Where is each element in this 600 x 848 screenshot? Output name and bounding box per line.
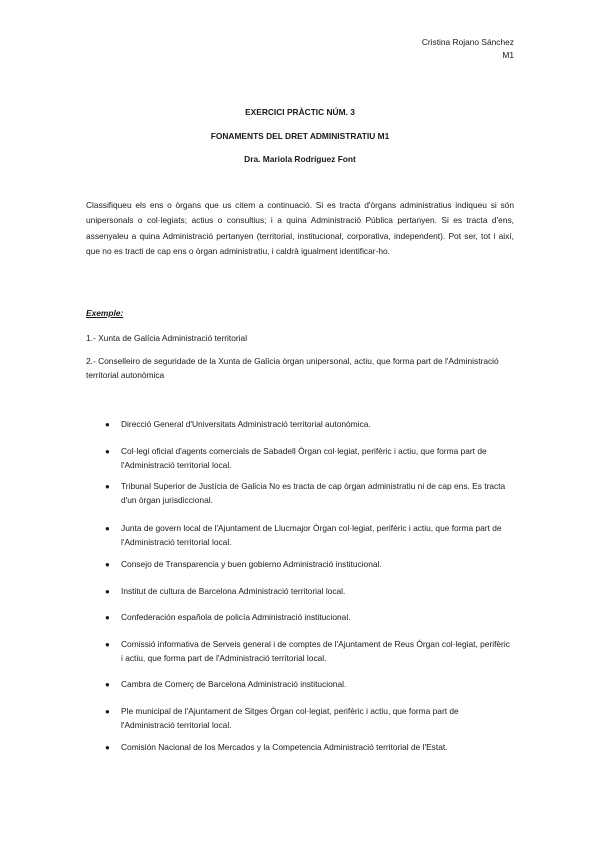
example-line-1: 1.- Xunta de Galícia Administració territorial	[86, 333, 248, 343]
list-item-text: Tribunal Superior de Justícia de Galicia No es tracta de cap òrgan administratiu ni de cap ens. Es tracta d'un òrgan jurisdiccional.	[121, 481, 506, 505]
list-item-text: Cambra de Comerç de Barcelona Administració institucional.	[121, 679, 347, 689]
bullet-icon: ●	[105, 743, 110, 752]
bullet-icon: ●	[105, 613, 110, 622]
list-item-text: Col·legi oficial d'agents comercials de Sabadell Òrgan col·legiat, perifèric i actiu, que forma part de l'Administració territorial local.	[121, 446, 487, 470]
page-header	[422, 36, 514, 62]
list-item-text: Confederación española de policía Administració institucional.	[121, 612, 351, 622]
list-item-text: Direcció General d'Universitats Administració territorial autonòmica.	[121, 419, 371, 429]
bullet-icon: ●	[105, 560, 110, 569]
bullet-icon: ●	[105, 707, 110, 716]
bullet-icon: ●	[105, 640, 110, 649]
module-code: M1	[502, 50, 514, 60]
bullet-icon: ●	[105, 447, 110, 456]
example-label: Exemple:	[86, 308, 124, 318]
title-block	[86, 107, 514, 178]
list-item-text: Consejo de Transparencia y buen gobierno Administració institucional.	[121, 559, 382, 569]
bullet-icon: ●	[105, 680, 110, 689]
subject-title: FONAMENTS DEL DRET ADMINISTRATIU M1	[210, 130, 390, 141]
bullet-icon: ●	[105, 482, 110, 491]
list-item-text: Comisión Nacional de los Mercados y la Competencia Administració territorial de l'Estat.	[121, 742, 448, 752]
list-item-text: Ple municipal de l'Ajuntament de Sitges Òrgan col·legiat, perifèric i actiu, que forma part de l'Administració territorial local.	[121, 706, 459, 730]
author-name: Cristina Rojano Sánchez	[421, 37, 514, 47]
list-item-text: Junta de govern local de l'Ajuntament de Llucmajor Òrgan col·legiat, perifèric i actiu, que forma part de l'Administració territorial local.	[121, 523, 502, 547]
example-line-2: 2.- Conselleiro de seguridade de la Xunta de Galícia òrgan unipersonal, actiu, que forma part de l'Administració territorial autonòmica	[86, 356, 499, 380]
professor-name: Dra. Mariola Rodríguez Font	[244, 154, 356, 164]
list-item-text: Institut de cultura de Barcelona Administració territorial local.	[121, 586, 346, 596]
bullet-icon: ●	[105, 587, 110, 596]
intro-paragraph: Classifiqueu els ens o òrgans que us citem a continuació. Si es tracta d'òrgans administratius indiqueu si són unipersonals o col·legiats; actius o consultius; i a quina Administració Pública pertanyen. Si es tracta d'ens, assenyaleu a quina Administració pertanyen (territorial, institucional, corporativa, independent). Pot ser, tot i així, que no es tracti de cap ens o òrgan administratiu, i caldrà igualment identificar-ho.	[86, 200, 514, 256]
list-item-text: Comissió informativa de Serveis general i de comptes de l'Ajuntament de Reus Òrgan col·legiat, perifèric i actiu, que forma part de l'Administració territorial local.	[121, 639, 510, 663]
bullet-icon: ●	[105, 420, 110, 429]
exercise-title: EXERCICI PRÀCTIC NÚM. 3	[245, 107, 355, 117]
bullet-icon: ●	[105, 524, 110, 533]
